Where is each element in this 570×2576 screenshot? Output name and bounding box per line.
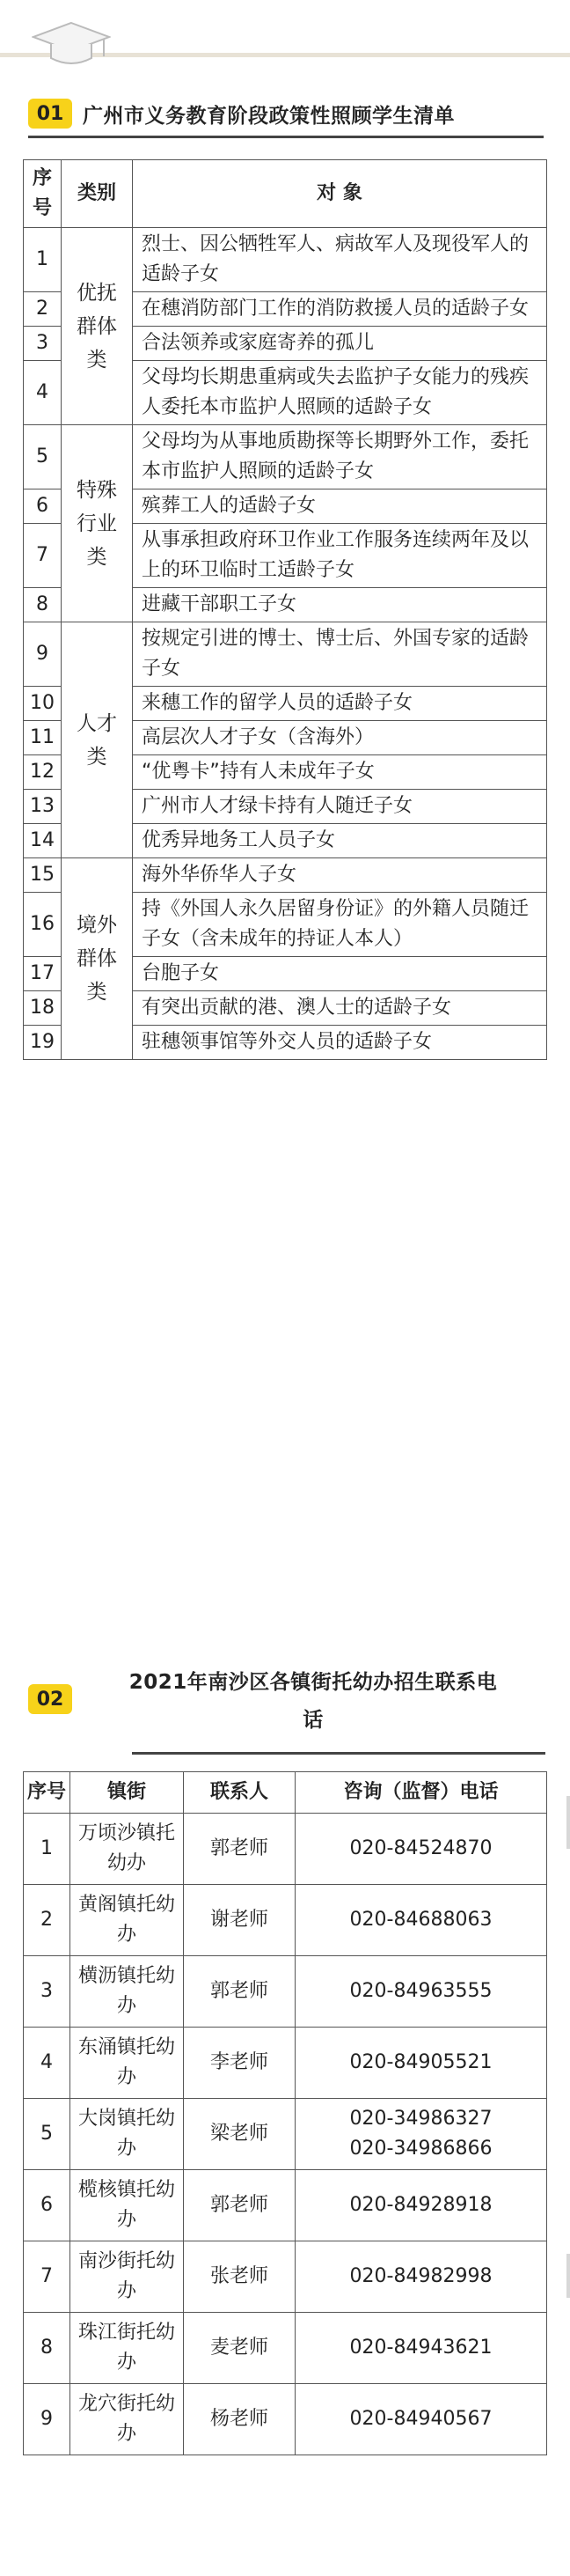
category-cell: 优抚群体类 (62, 228, 133, 425)
town-cell: 珠江街托幼办 (70, 2313, 184, 2384)
phone-number: 020-84982998 (349, 2265, 493, 2287)
scroll-edge-mark (566, 1796, 570, 1849)
table-row (24, 2313, 547, 2384)
phone-cell (296, 2028, 547, 2099)
header-object: 对 象 (133, 160, 547, 228)
phone-cell (296, 2170, 547, 2241)
row-number: 14 (24, 824, 62, 858)
object-cell: 来穗工作的留学人员的适龄子女 (133, 687, 547, 721)
header-no: 序号 (24, 160, 62, 228)
object-cell: 殡葬工人的适龄子女 (133, 489, 547, 524)
town-cell: 横沥镇托幼办 (70, 1956, 184, 2028)
row-number: 12 (24, 755, 62, 790)
table-row (24, 622, 547, 687)
header-contact: 联系人 (184, 1772, 296, 1814)
object-cell: 海外华侨华人子女 (133, 858, 547, 893)
header-no: 序号 (24, 1772, 70, 1814)
phone-number: 020-34986327 (349, 2108, 493, 2130)
object-cell: 烈士、因公牺牲军人、病故军人及现役军人的适龄子女 (133, 228, 547, 292)
object-cell: 父母均长期患重病或失去监护子女能力的残疾人委托本市监护人照顾的适龄子女 (133, 361, 547, 425)
contact-cell: 杨老师 (184, 2384, 296, 2455)
category-cell: 特殊行业类 (62, 425, 133, 622)
object-cell: 广州市人才绿卡持有人随迁子女 (133, 790, 547, 824)
row-number: 17 (24, 957, 62, 991)
object-cell: “优粤卡”持有人未成年子女 (133, 755, 547, 790)
object-cell: 在穗消防部门工作的消防救援人员的适龄子女 (133, 292, 547, 327)
phone-cell (296, 2099, 547, 2170)
phone-number: 020-84963555 (349, 1980, 493, 2002)
contact-cell: 郭老师 (184, 1814, 296, 1885)
phone-number: 020-84928918 (349, 2194, 493, 2216)
town-cell: 东涌镇托幼办 (70, 2028, 184, 2099)
row-number: 18 (24, 991, 62, 1026)
table-row (24, 2384, 547, 2455)
section1-header (0, 99, 570, 129)
object-cell: 台胞子女 (133, 957, 547, 991)
table-row (24, 1885, 547, 1956)
section1-underline (28, 136, 544, 138)
object-cell: 按规定引进的博士、博士后、外国专家的适龄子女 (133, 622, 547, 687)
row-number: 11 (24, 721, 62, 755)
table-row (24, 228, 547, 292)
table-header-row (24, 160, 547, 228)
phone-number: 020-84688063 (349, 1909, 493, 1931)
row-number: 5 (24, 2099, 70, 2170)
contact-cell: 郭老师 (184, 2170, 296, 2241)
table-row (24, 1814, 547, 1885)
phone-number: 020-34986866 (349, 2138, 493, 2160)
contact-cell: 张老师 (184, 2241, 296, 2313)
section2-badge: 02 (28, 1684, 72, 1714)
top-decoration (0, 0, 570, 70)
object-cell: 从事承担政府环卫作业工作服务连续两年及以上的环卫临时工适龄子女 (133, 524, 547, 588)
table-row (24, 858, 547, 893)
town-cell: 南沙街托幼办 (70, 2241, 184, 2313)
table-row (24, 2170, 547, 2241)
section2-title-line1: 2021年南沙区各镇街托幼办招生联系电 (128, 1671, 498, 1694)
table-row (24, 1956, 547, 2028)
row-number: 19 (24, 1026, 62, 1060)
phone-cell (296, 2241, 547, 2313)
section1-title: 广州市义务教育阶段政策性照顾学生清单 (83, 104, 455, 128)
row-number: 8 (24, 2313, 70, 2384)
policy-table-body (24, 228, 547, 1060)
row-number: 6 (24, 2170, 70, 2241)
row-number: 13 (24, 790, 62, 824)
row-number: 5 (24, 425, 62, 489)
town-cell: 龙穴街托幼办 (70, 2384, 184, 2455)
row-number: 9 (24, 622, 62, 687)
row-number: 1 (24, 228, 62, 292)
object-cell: 合法领养或家庭寄养的孤儿 (133, 327, 547, 361)
section2-underline (132, 1752, 545, 1755)
object-cell: 有突出贡献的港、澳人士的适龄子女 (133, 991, 547, 1026)
row-number: 7 (24, 2241, 70, 2313)
row-number: 10 (24, 687, 62, 721)
row-number: 4 (24, 2028, 70, 2099)
section2-title-block (84, 1666, 542, 1733)
phone-cell (296, 1956, 547, 2028)
row-number: 3 (24, 327, 62, 361)
category-cell: 境外群体类 (62, 858, 133, 1060)
object-cell: 持《外国人永久居留身份证》的外籍人员随迁子女（含未成年的持证人本人） (133, 893, 547, 957)
table-row (24, 2099, 547, 2170)
table-header-row (24, 1772, 547, 1814)
header-town: 镇街 (70, 1772, 184, 1814)
table-row (24, 2241, 547, 2313)
section1-badge: 01 (28, 99, 72, 129)
policy-students-table (23, 159, 547, 1060)
header-category: 类别 (62, 160, 133, 228)
phone-cell (296, 1885, 547, 1956)
contact-cell: 李老师 (184, 2028, 296, 2099)
contact-table (23, 1771, 547, 2455)
phone-number: 020-84943621 (349, 2337, 493, 2359)
row-number: 3 (24, 1956, 70, 2028)
object-cell: 父母均为从事地质勘探等长期野外工作，委托本市监护人照顾的适龄子女 (133, 425, 547, 489)
contact-cell: 谢老师 (184, 1885, 296, 1956)
section2-title-line2: 话 (303, 1709, 324, 1732)
contact-cell: 梁老师 (184, 2099, 296, 2170)
town-cell: 万顷沙镇托幼办 (70, 1814, 184, 1885)
contact-cell: 麦老师 (184, 2313, 296, 2384)
phone-cell (296, 2313, 547, 2384)
category-cell: 人才类 (62, 622, 133, 858)
table-row (24, 2028, 547, 2099)
row-number: 6 (24, 489, 62, 524)
row-number: 1 (24, 1814, 70, 1885)
town-cell: 黄阁镇托幼办 (70, 1885, 184, 1956)
town-cell: 榄核镇托幼办 (70, 2170, 184, 2241)
header-phone: 咨询（监督）电话 (296, 1772, 547, 1814)
contact-cell: 郭老师 (184, 1956, 296, 2028)
town-cell: 大岗镇托幼办 (70, 2099, 184, 2170)
row-number: 4 (24, 361, 62, 425)
phone-number: 020-84524870 (349, 1837, 493, 1859)
row-number: 9 (24, 2384, 70, 2455)
row-number: 8 (24, 588, 62, 622)
phone-number: 020-84905521 (349, 2051, 493, 2073)
row-number: 2 (24, 1885, 70, 1956)
row-number: 15 (24, 858, 62, 893)
object-cell: 优秀异地务工人员子女 (133, 824, 547, 858)
contact-table-body (24, 1814, 547, 2455)
row-number: 2 (24, 292, 62, 327)
phone-number: 020-84940567 (349, 2408, 493, 2430)
graduation-cap-icon (32, 18, 111, 70)
row-number: 16 (24, 893, 62, 957)
object-cell: 高层次人才子女（含海外） (133, 721, 547, 755)
object-cell: 驻穗领事馆等外交人员的适龄子女 (133, 1026, 547, 1060)
phone-cell (296, 1814, 547, 1885)
section2-header (0, 1666, 570, 1733)
table-row (24, 425, 547, 489)
scroll-edge-mark (566, 2254, 570, 2298)
object-cell: 进藏干部职工子女 (133, 588, 547, 622)
row-number: 7 (24, 524, 62, 588)
phone-cell (296, 2384, 547, 2455)
